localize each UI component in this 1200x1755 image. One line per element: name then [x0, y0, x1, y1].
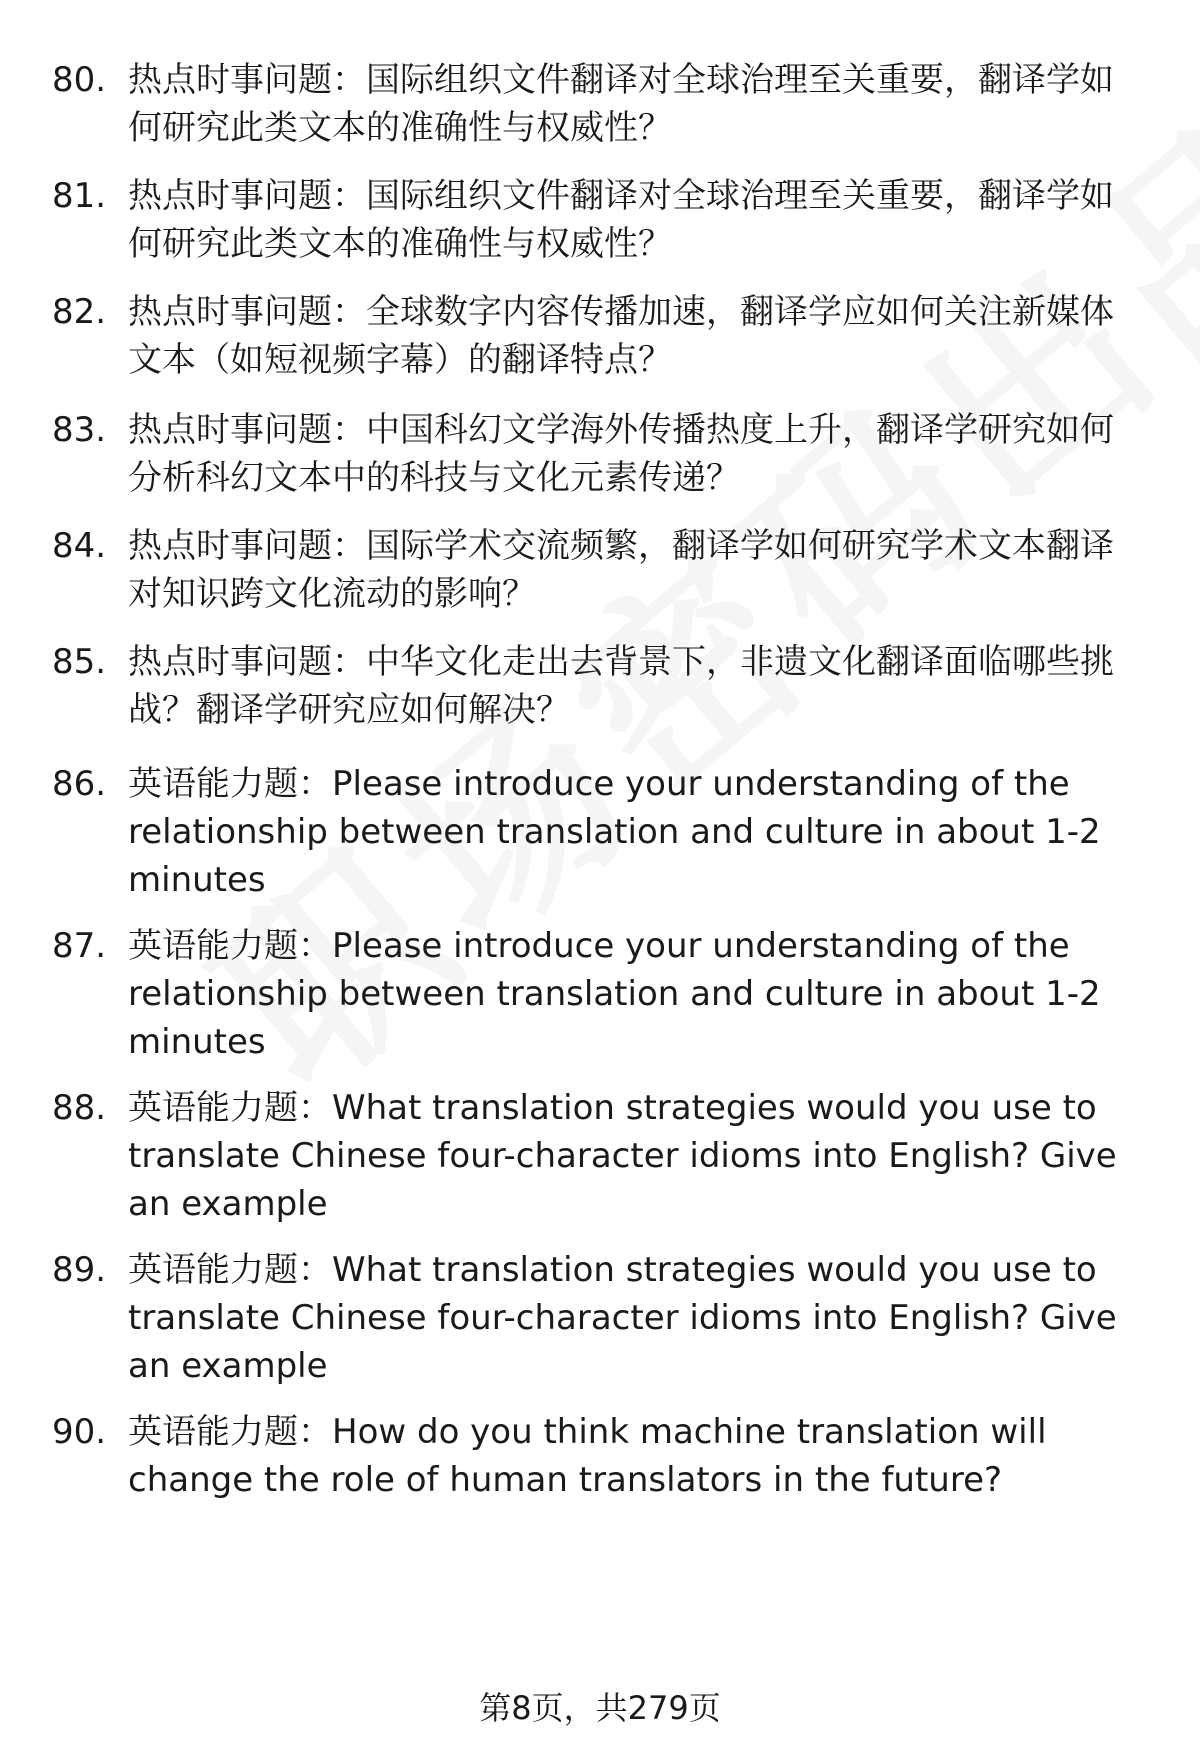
question-text: 热点时事问题：中华文化走出去背景下，非遗文化翻译面临哪些挑战？翻译学研究应如何解决？ [128, 642, 1114, 730]
question-item [52, 638, 1152, 734]
question-number: 82. [52, 292, 107, 332]
page-number-footer: 第8页，共279页 [479, 1689, 721, 1727]
question-number: 84. [52, 526, 107, 566]
question-number: 86. [52, 764, 107, 804]
question-number: 90. [52, 1412, 107, 1452]
question-item [52, 1246, 1152, 1390]
question-text: 英语能力题：Please introduce your understanding of the relationship between translation and culture in about 1-2 minutes [128, 926, 1101, 1062]
question-item [52, 1084, 1152, 1228]
question-number: 87. [52, 926, 107, 966]
question-text: 热点时事问题：中国科幻文学海外传播热度上升，翻译学研究如何分析科幻文本中的科技与文化元素传递？ [128, 410, 1114, 498]
question-number: 85. [52, 642, 107, 682]
question-item [52, 406, 1152, 502]
question-number: 80. [52, 60, 107, 100]
question-item [52, 1408, 1152, 1504]
question-item [52, 172, 1152, 268]
question-item [52, 922, 1152, 1066]
question-number: 88. [52, 1088, 107, 1128]
question-item [52, 522, 1152, 618]
question-text: 热点时事问题：国际组织文件翻译对全球治理至关重要，翻译学如何研究此类文本的准确性与权威性？ [128, 60, 1114, 148]
question-text: 热点时事问题：国际组织文件翻译对全球治理至关重要，翻译学如何研究此类文本的准确性与权威性？ [128, 176, 1114, 264]
question-text: 英语能力题：What translation strategies would you use to translate Chinese four-character idioms into English? Give an example [128, 1250, 1117, 1386]
question-text: 英语能力题：Please introduce your understanding of the relationship between translation and culture in about 1-2 minutes [128, 764, 1101, 900]
question-text: 热点时事问题：国际学术交流频繁，翻译学如何研究学术文本翻译对知识跨文化流动的影响？ [128, 526, 1114, 614]
question-item [52, 760, 1152, 904]
question-number: 83. [52, 410, 107, 450]
question-text: 热点时事问题：全球数字内容传播加速，翻译学应如何关注新媒体文本（如短视频字幕）的翻译特点？ [128, 292, 1114, 380]
question-number: 89. [52, 1250, 107, 1290]
question-item [52, 288, 1152, 384]
question-number: 81. [52, 176, 107, 216]
question-text: 英语能力题：What translation strategies would you use to translate Chinese four-character idioms into English? Give an example [128, 1088, 1117, 1224]
question-text: 英语能力题：How do you think machine translation will change the role of human translators in the future? [128, 1412, 1047, 1500]
question-item [52, 56, 1152, 152]
